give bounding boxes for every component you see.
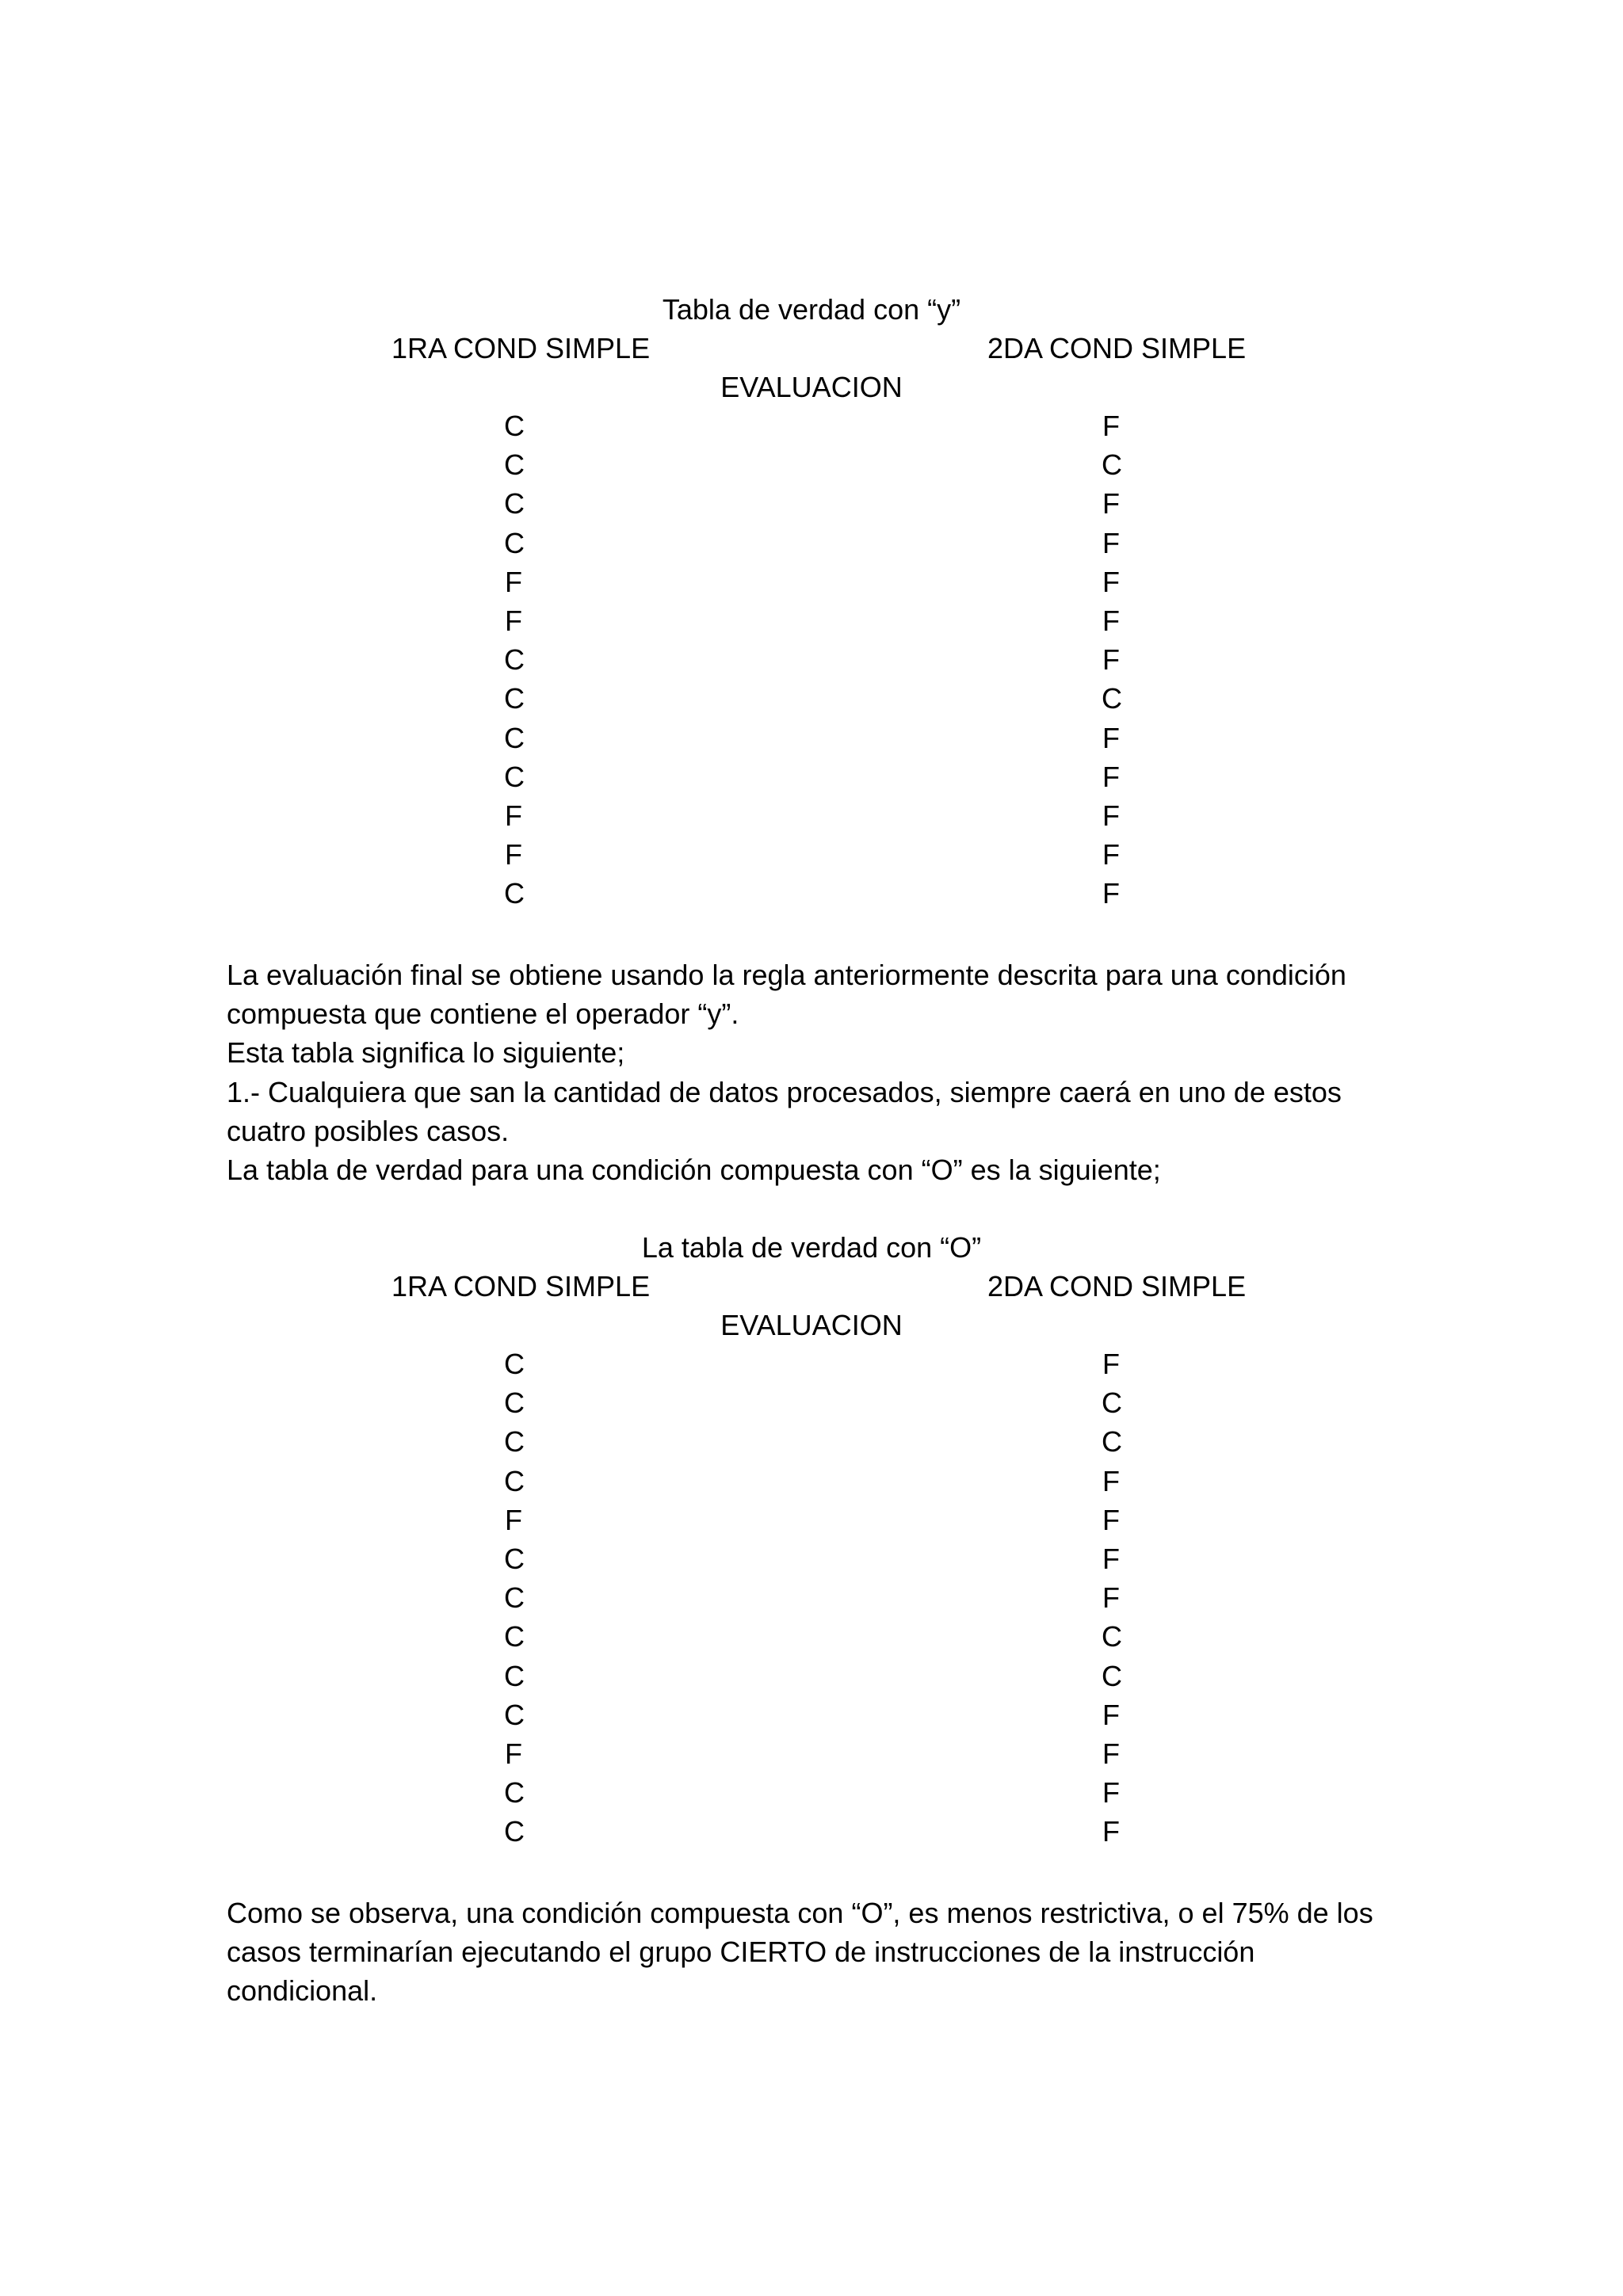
table-row <box>0 679 1623 718</box>
second-condition-value: F <box>1102 1698 1120 1731</box>
text-line: La evaluación final se obtiene usando la regla anteriormente descrita para una condición <box>227 959 1346 991</box>
second-condition-value: C <box>1102 1659 1122 1692</box>
table-row <box>0 796 1623 835</box>
table-row <box>0 1383 1623 1422</box>
first-condition-value: F <box>505 1737 522 1770</box>
second-condition-value: F <box>1102 877 1120 910</box>
second-condition-value: F <box>1102 838 1120 871</box>
first-condition-value: F <box>505 838 522 871</box>
second-condition-value: C <box>1102 448 1122 482</box>
table-row <box>0 445 1623 484</box>
table-title: Tabla de verdad con “y” <box>662 293 961 326</box>
first-condition-value: C <box>504 1542 525 1575</box>
text-line: compuesta que contiene el operador “y”. <box>227 997 739 1031</box>
first-condition-value: C <box>504 1348 525 1380</box>
table-row <box>0 1578 1623 1617</box>
text-line: 1.- Cualquiera que san la cantidad de datos procesados, siempre caerá en uno de estos <box>227 1075 1342 1108</box>
column-header-second-condition: 2DA COND SIMPLE <box>987 332 1247 364</box>
table-title: La tabla de verdad con “O” <box>641 1231 982 1264</box>
table-row <box>0 719 1623 757</box>
first-condition-value: C <box>504 1464 525 1497</box>
second-condition-value: F <box>1102 1581 1120 1615</box>
first-condition-value: F <box>505 565 522 598</box>
first-condition-value: C <box>504 1581 525 1615</box>
second-condition-value: C <box>1102 682 1122 715</box>
second-condition-value: F <box>1102 799 1120 832</box>
table-row <box>0 1695 1623 1734</box>
second-condition-value: F <box>1102 1776 1120 1810</box>
second-condition-value: F <box>1102 1503 1120 1536</box>
second-condition-value: F <box>1102 1542 1120 1575</box>
column-header-first-condition: 1RA COND SIMPLE <box>391 1270 651 1302</box>
table-row <box>0 1539 1623 1578</box>
first-condition-value: C <box>504 1386 525 1420</box>
second-condition-value: F <box>1102 1737 1120 1770</box>
first-condition-value: C <box>504 410 525 442</box>
table-row <box>0 1617 1623 1656</box>
first-condition-value: C <box>504 1698 525 1731</box>
table-row <box>0 1657 1623 1695</box>
table-row <box>0 835 1623 874</box>
column-header-first-condition: 1RA COND SIMPLE <box>391 332 651 364</box>
first-condition-value: C <box>504 721 525 754</box>
second-condition-value: F <box>1102 487 1120 521</box>
second-condition-value: F <box>1102 565 1120 598</box>
column-header-second-condition: 2DA COND SIMPLE <box>987 1270 1247 1302</box>
table-row <box>0 874 1623 913</box>
second-condition-value: F <box>1102 1464 1120 1497</box>
text-line: cuatro posibles casos. <box>227 1114 510 1147</box>
first-condition-value: C <box>504 448 525 482</box>
table-row <box>0 1422 1623 1461</box>
second-condition-value: C <box>1102 1386 1122 1420</box>
table-row <box>0 1773 1623 1812</box>
table-row <box>0 484 1623 523</box>
table-row <box>0 1462 1623 1501</box>
table-row <box>0 1734 1623 1773</box>
column-header-evaluation: EVALUACION <box>720 371 903 403</box>
second-condition-value: F <box>1102 1348 1120 1380</box>
first-condition-value: C <box>504 487 525 521</box>
second-condition-value: F <box>1102 721 1120 754</box>
table-row <box>0 640 1623 679</box>
text-line: condicional. <box>227 1974 378 2008</box>
table-rows <box>0 406 1623 913</box>
first-condition-value: C <box>504 877 525 910</box>
table-row <box>0 406 1623 445</box>
text-line: Como se observa, una condición compuesta con “O”, es menos restrictiva, o el 75% de los <box>227 1897 1373 1929</box>
table-row <box>0 1812 1623 1851</box>
table-row <box>0 1344 1623 1383</box>
first-condition-value: C <box>504 760 525 793</box>
first-condition-value: C <box>504 1776 525 1810</box>
text-line: Esta tabla significa lo siguiente; <box>227 1036 625 1070</box>
second-condition-value: F <box>1102 410 1120 442</box>
table-row <box>0 563 1623 601</box>
second-condition-value: C <box>1102 1425 1122 1459</box>
column-header-evaluation: EVALUACION <box>720 1309 903 1341</box>
explanation-paragraph <box>227 955 1415 1189</box>
table-rows <box>0 1344 1623 1851</box>
first-condition-value: C <box>504 643 525 677</box>
first-condition-value: F <box>505 1503 522 1536</box>
first-condition-value: C <box>504 1815 525 1848</box>
table-row <box>0 1501 1623 1539</box>
text-line: casos terminarían ejecutando el grupo CIERTO de instrucciones de la instrucción <box>227 1936 1255 1969</box>
text-line: La tabla de verdad para una condición compuesta con “O” es la siguiente; <box>227 1154 1161 1187</box>
second-condition-value: F <box>1102 526 1120 559</box>
first-condition-value: C <box>504 1425 525 1459</box>
first-condition-value: C <box>504 1620 525 1653</box>
table-row <box>0 524 1623 563</box>
second-condition-value: F <box>1102 760 1120 793</box>
second-condition-value: F <box>1102 1815 1120 1848</box>
first-condition-value: C <box>504 526 525 559</box>
conclusion-paragraph <box>227 1894 1415 2011</box>
first-condition-value: F <box>505 604 522 637</box>
table-row <box>0 601 1623 640</box>
table-row <box>0 757 1623 796</box>
first-condition-value: C <box>504 682 525 715</box>
first-condition-value: F <box>505 799 522 832</box>
first-condition-value: C <box>504 1659 525 1692</box>
second-condition-value: F <box>1102 643 1120 677</box>
second-condition-value: C <box>1102 1620 1122 1653</box>
second-condition-value: F <box>1102 604 1120 637</box>
